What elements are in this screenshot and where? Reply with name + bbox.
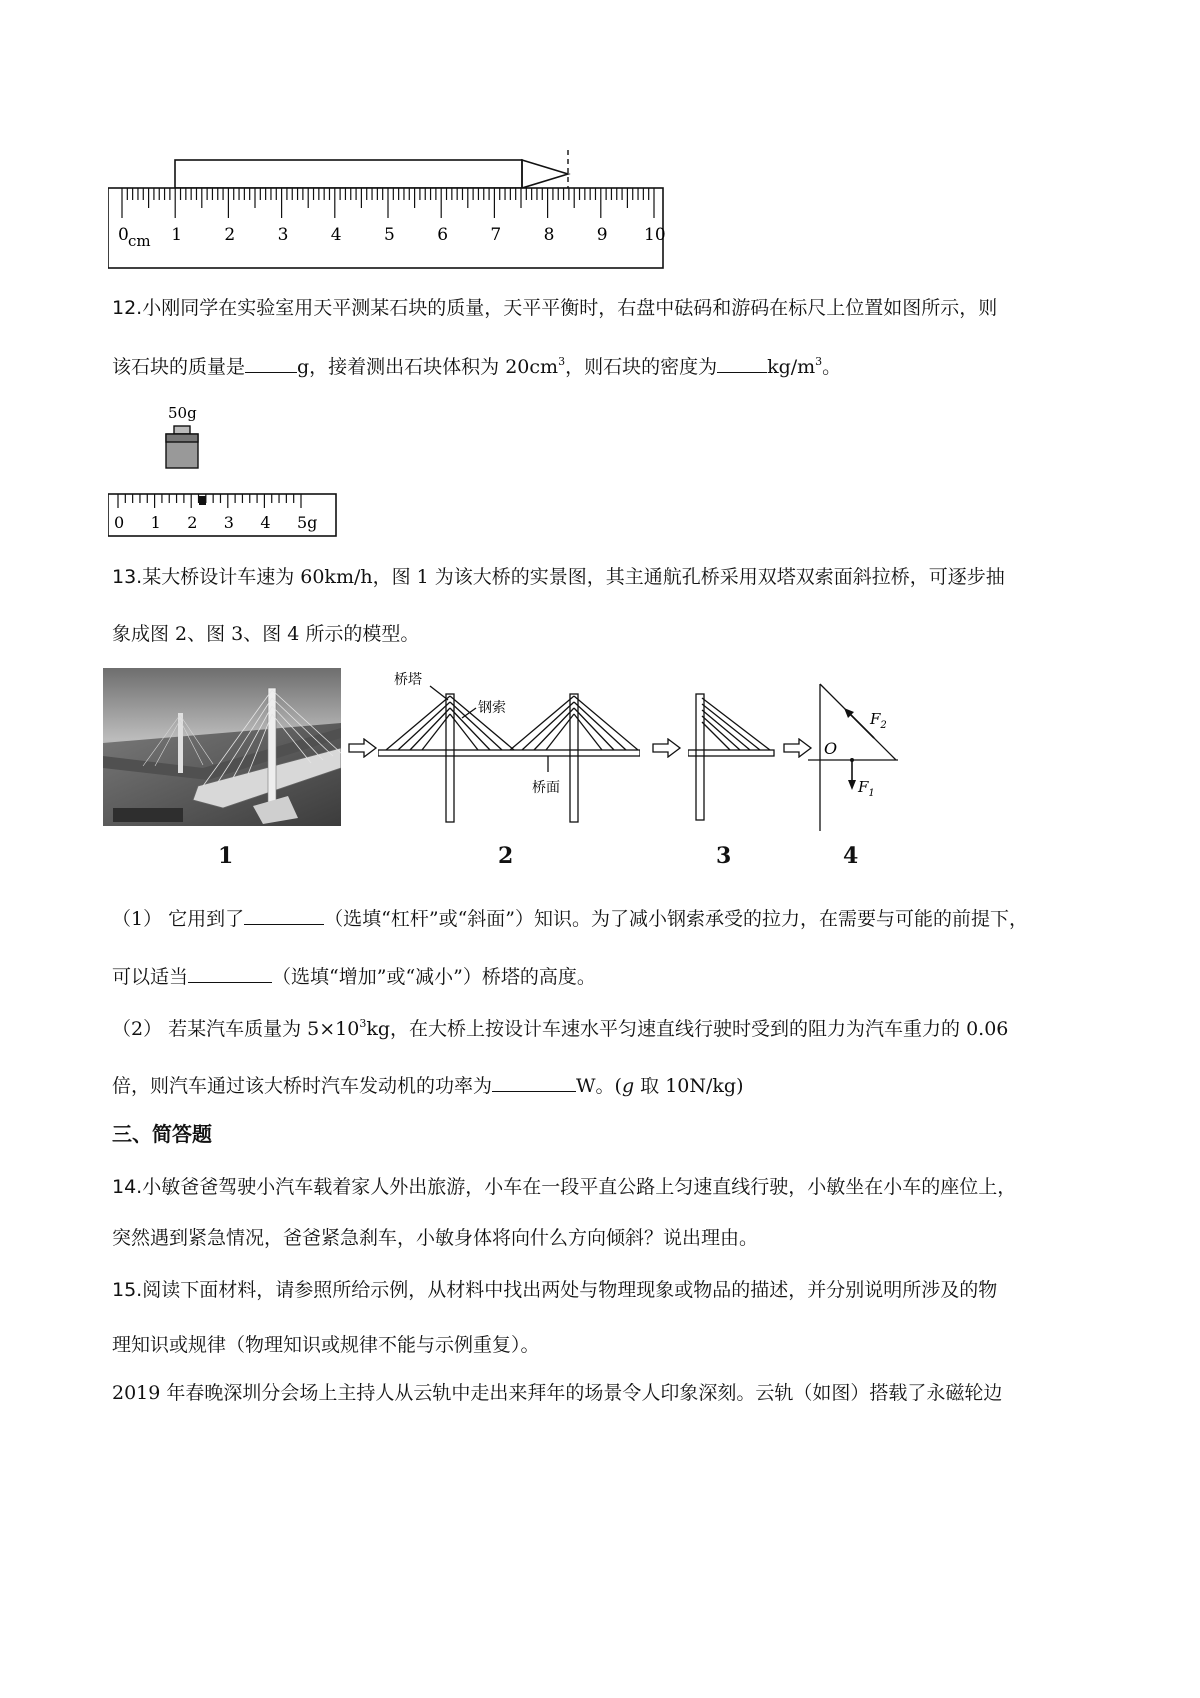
ruler-tick-label: 0 xyxy=(118,225,129,245)
q12-text-a: 该石块的质量是 xyxy=(112,356,246,378)
q13-text-line1: 某大桥设计车速为 60km/h，图 1 为该大桥的实景图，其主通航孔桥采用双塔双索面斜拉桥，可逐步抽 xyxy=(142,566,1005,588)
label-f1: $F_1$ xyxy=(858,778,875,799)
rider-scale-label: 1 xyxy=(150,513,161,532)
label-o: O xyxy=(824,739,838,758)
weight-50g xyxy=(166,426,198,468)
q13-sub1-text-c: 可以适当 xyxy=(112,966,189,988)
q14-text-line2: 突然遇到紧急情况，爸爸紧急刹车，小敏身体将向什么方向倾斜？说出理由。 xyxy=(112,1227,759,1249)
q12-sup-m3: 3 xyxy=(815,355,823,368)
ruler-tick-label: 8 xyxy=(543,225,555,245)
q12-text-b: g，接着测出石块体积为 20cm xyxy=(297,356,559,378)
fig-label-4: 4 xyxy=(843,843,859,869)
q12-line2 xyxy=(112,354,1102,379)
ruler-tick-label: 4 xyxy=(330,225,342,245)
bridge-model-fig2 xyxy=(378,668,640,828)
section-title: 三、简答题 xyxy=(112,1122,212,1146)
ruler-tick-label: 7 xyxy=(490,225,502,245)
q13-sub2-text-c: 倍，则汽车通过该大桥时汽车发动机的功率为 xyxy=(112,1075,493,1097)
rider-scale-label: 5g xyxy=(297,513,318,532)
q13-sub1-text-b: （选填“杠杆”或“斜面”）知识。为了减小钢索承受的拉力，在需要与可能的前提下， xyxy=(324,908,1028,930)
label-deck: 桥面 xyxy=(532,780,560,796)
ruler-pencil-figure xyxy=(108,150,688,290)
q13-answer-blank-3[interactable] xyxy=(492,1073,576,1092)
q13-number: 13. xyxy=(112,566,143,588)
ruler-tick-label: 5 xyxy=(384,225,395,245)
ruler-tick-label: 6 xyxy=(437,225,449,245)
q13-sub2-g: g xyxy=(621,1075,635,1097)
q15-text-line1: 阅读下面材料，请参照所给示例，从材料中找出两处与物理现象或物品的描述，并分别说明所涉及的物 xyxy=(142,1279,998,1301)
label-cable: 钢索 xyxy=(478,700,506,716)
bridge-model-fig3 xyxy=(688,690,778,830)
q13-line2 xyxy=(112,622,1102,646)
ruler-tick-label: 1 xyxy=(171,225,183,245)
q15-line2 xyxy=(112,1333,1102,1357)
q14-number: 14. xyxy=(112,1176,143,1198)
q13-sub2-text-a: （2） 若某汽车质量为 5×10 xyxy=(112,1018,360,1040)
ruler-tick-label: 3 xyxy=(277,225,289,245)
fig-label-2: 2 xyxy=(498,843,514,869)
ruler-unit-label: cm xyxy=(128,232,151,250)
label-tower: 桥塔 xyxy=(394,672,422,688)
q12-sup-cm3: 3 xyxy=(558,355,566,368)
q12-number: 12. xyxy=(112,297,143,319)
weight-label: 50g xyxy=(168,404,197,422)
q13-answer-blank-1[interactable] xyxy=(244,906,324,925)
q12-answer-blank-mass[interactable] xyxy=(245,354,297,373)
q15-line3 xyxy=(112,1381,1102,1405)
q12-text-e: 。 xyxy=(822,356,842,378)
lever-model-fig4 xyxy=(808,676,908,834)
q13-sub2-text-d: W。( xyxy=(576,1075,622,1097)
fig-label-3: 3 xyxy=(716,843,732,869)
label-f2: $F_2$ xyxy=(870,710,887,731)
bridge-photo xyxy=(103,668,341,826)
rider-scale-label: 3 xyxy=(223,513,234,532)
q13-sub2-text-b: kg，在大桥上按设计车速水平匀速直线行驶时受到的阻力为汽车重力的 0.06 xyxy=(366,1018,1009,1040)
q13-sub1-line1 xyxy=(112,906,1102,931)
q13-sub1-line2 xyxy=(112,964,1102,989)
q14-line2 xyxy=(112,1226,1102,1250)
rider-scale-label: 0 xyxy=(114,513,125,532)
q13-sub1-text-d: （选填“增加”或“减小”）桥塔的高度。 xyxy=(272,966,596,988)
q15-text-line3: 2019 年春晚深圳分会场上主持人从云轨中走出来拜年的场景令人印象深刻。云轨（如图）搭载了永磁轮边 xyxy=(112,1382,1003,1404)
ruler-tick-label: 9 xyxy=(596,225,608,245)
q13-text-line2: 象成图 2、图 3、图 4 所示的模型。 xyxy=(112,623,420,645)
fig-label-1: 1 xyxy=(218,843,234,869)
q15-number: 15. xyxy=(112,1279,143,1301)
q13-sub2-sup: 3 xyxy=(359,1017,367,1030)
rider-scale-label: 2 xyxy=(187,513,198,532)
arrow-icon xyxy=(348,738,378,758)
q12-answer-blank-density[interactable] xyxy=(717,354,767,373)
balance-figure xyxy=(108,400,368,545)
q15-text-line2: 理知识或规律（物理知识或规律不能与示例重复）。 xyxy=(112,1334,540,1356)
pencil xyxy=(175,160,568,188)
q13-line1 xyxy=(112,565,1102,589)
rider-marker xyxy=(199,496,206,505)
q13-sub2-line1 xyxy=(112,1017,1102,1041)
q13-answer-blank-2[interactable] xyxy=(188,964,272,983)
q13-sub2-text-e: 取 10N/kg) xyxy=(634,1075,744,1097)
q14-text-line1: 小敏爸爸驾驶小汽车载着家人外出旅游，小车在一段平直公路上匀速直线行驶，小敏坐在小车的座位上， xyxy=(142,1176,1017,1198)
q13-sub2-line2 xyxy=(112,1073,1102,1098)
q12-line1 xyxy=(112,296,1102,320)
q13-sub1-text-a: （1） 它用到了 xyxy=(112,908,245,930)
rider-scale-label: 4 xyxy=(260,513,271,532)
q12-text-d: kg/m xyxy=(767,356,816,378)
q12-text-c: ，则石块的密度为 xyxy=(565,356,718,378)
ruler-tick-label: 2 xyxy=(224,225,236,245)
arrow-icon xyxy=(652,738,682,758)
q15-line1 xyxy=(112,1278,1102,1302)
q14-line1 xyxy=(112,1175,1102,1199)
ruler-tick-label: 10 xyxy=(644,225,666,245)
q12-text-line1: 小刚同学在实验室用天平测某石块的质量，天平平衡时，右盘中砝码和游码在标尺上位置如图所示，则 xyxy=(142,297,998,319)
